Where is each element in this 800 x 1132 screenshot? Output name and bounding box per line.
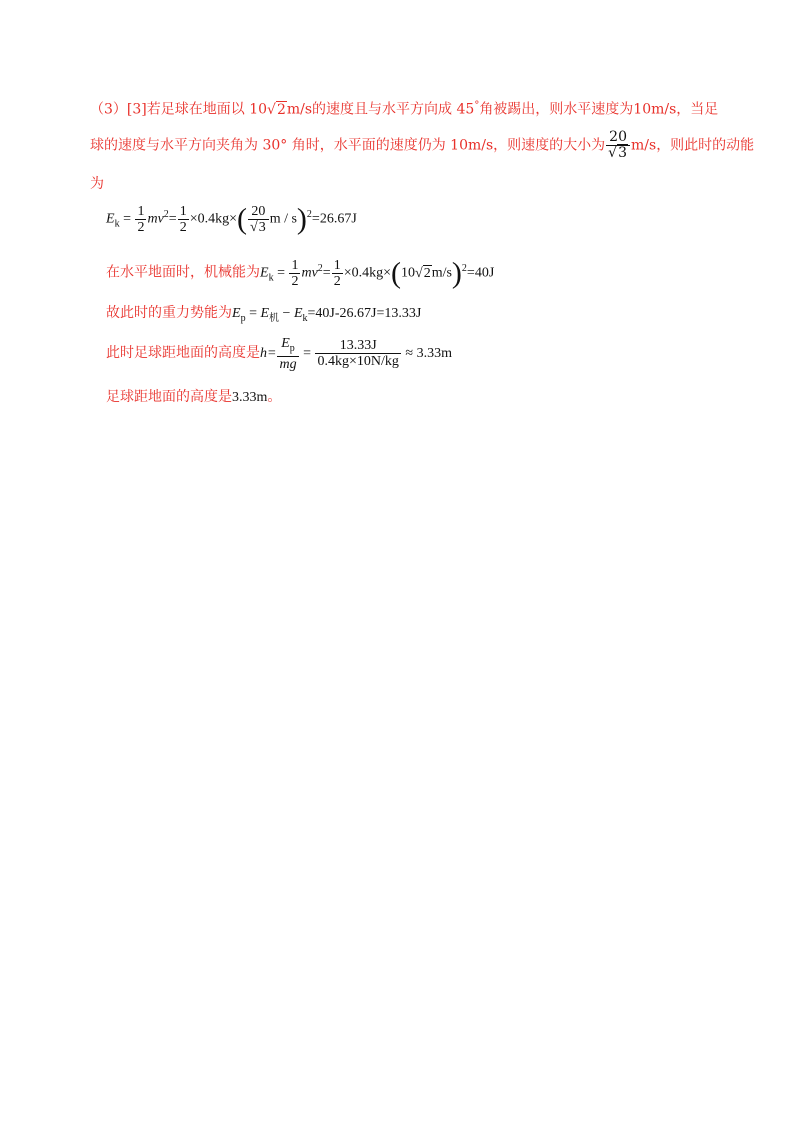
mechanical-energy-line: 在水平地面时，机械能为$E_k$ = $\frac{1}{2}$ $mv^2=$ $\frac{1}{2}$ $\times 0.4kg\times(10√2m/s)^2=40J$ xyxy=(106,256,495,290)
paragraph-line-1 xyxy=(90,96,740,120)
paragraph-line-2 xyxy=(90,129,755,161)
line2-text-b: ，则此时的动能 xyxy=(656,137,755,154)
kinetic-energy-equation: $E_k$ = $\frac{1}{2}$ $mv^2=$ $\frac{1}{2}$ ×0.4kg×( $\frac{20}{√3}$ m / s)$^2$=26.67J xyxy=(106,202,357,236)
conclusion-line: 足球距地面的高度是3.33m。 xyxy=(106,390,282,405)
line3-text: 为 xyxy=(90,176,104,192)
line2-text-a: 球的速度与水平方向夹角为 30° 角时，水平面的速度仍为 10m/s，则速度的大小为 xyxy=(90,137,606,154)
potential-energy-line: 故此时的重力势能为$E_p = E_机 - E_k=40J-26.67J=13.33J$ xyxy=(106,306,422,324)
speed-unit: m/s xyxy=(286,101,313,118)
intro-text: （3）[3]若足球在地面以 10 xyxy=(90,101,268,118)
degree-mark: ° xyxy=(474,100,480,111)
paragraph-line-3 xyxy=(90,174,740,194)
speed-fraction: $\frac{20}{√3}$ xyxy=(606,130,630,161)
sqrt-two: √2 xyxy=(267,101,286,118)
tail-text: 角被踢出，则水平速度为10m/s，当足 xyxy=(479,101,719,118)
line2-unit: m/s xyxy=(631,137,657,154)
height-line: 此时足球距地面的高度是h= $\frac{E_p}{mg}$ = $\frac{13.33J}{0.4kg\times 10N/kg}$ ≈ 3.33m xyxy=(106,336,452,372)
mid-text: 的速度且与水平方向成 45 xyxy=(312,101,475,118)
